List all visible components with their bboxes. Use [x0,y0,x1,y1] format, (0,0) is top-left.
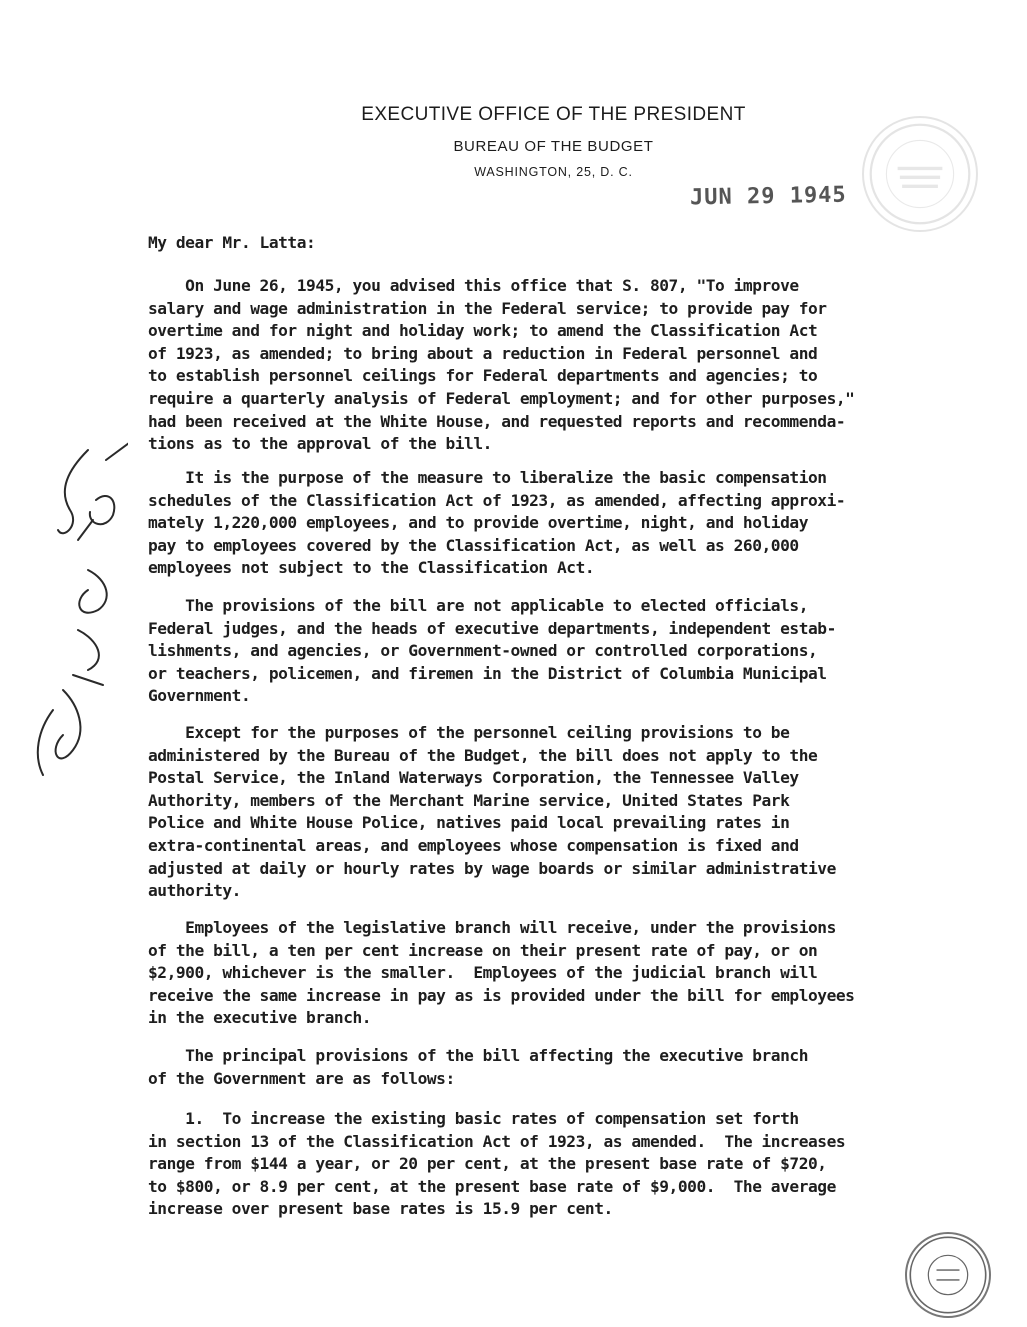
letterhead-address: WASHINGTON, 25, D. C. [474,165,633,179]
paragraph-exclusions: The provisions of the bill are not applicable to elected officials, Federal judges, and the heads of executive departments, independent estab- lishments, and agencies, or Government-owned or controlled corporations, or teachers, policemen, and firemen in the District of Columbia Municipal Government. [148,596,836,706]
archive-stamp-faint [862,116,978,232]
received-date-stamp: JUN 29 1945 [689,182,847,211]
paragraph-legislative-branch: Employees of the legislative branch will receive, under the provisions of the bill, a ten per cent increase on their present rate of pay, or on $2,900, whichever is the smaller. Employees of the judicial branch will receive the same increase in pay as is provided under the bill for employees in the executive branch. [148,918,855,1028]
salutation: My dear Mr. Latta: [148,233,316,252]
paragraph-purpose: It is the purpose of the measure to liberalize the basic compensation schedules of the Classification Act of 1923, as amended, affecting approxi- mately 1,220,000 employees, and to provide overtime, night, and holiday pay to employees covered by the Classification Act, as well as 260,000 employees not subject to the Classification Act. [148,468,846,578]
handwritten-signed-annotation [18,430,128,790]
letterhead-bureau: BUREAU OF THE BUDGET [453,138,654,155]
letterhead-office: EXECUTIVE OFFICE OF THE PRESIDENT [361,104,746,125]
paragraph-request: On June 26, 1945, you advised this office that S. 807, "To improve salary and wage administration in the Federal service; to provide pay for overtime and for night and holiday work; to amend the Classification Act of 1923, as amended; to bring about a reduction in Federal personnel and to establish personnel ceilings for Federal departments and agencies; to require a quarterly analysis of Federal employment; and for other purposes," had been received at the White House, and requested reports and recommenda- tions as to the approval of the bill. [148,276,855,454]
truman-library-stamp [905,1232,991,1318]
provision-item-1: 1. To increase the existing basic rates of compensation set forth in section 13 of the Classification Act of 1923, as amended. The increases range from $144 a year, or 20 per cent, at the present base rate of $720, to $800, or 8.9 per cent, at the present base rate of $9,000. The average increase over present base rates is 15.9 per cent. [148,1109,846,1219]
paragraph-exceptions: Except for the purposes of the personnel ceiling provisions to be administered by the Bureau of the Budget, the bill does not apply to the Postal Service, the Inland Waterways Corporation, the Tennessee Valley Authority, members of the Merchant Marine service, United States Park Police and White House Police, natives paid local prevailing rates in extra-continental areas, and employees whose compensation is fixed and adjusted at daily or hourly rates by wage boards or similar administrative authority. [148,723,836,901]
paragraph-principal-provisions: The principal provisions of the bill affecting the executive branch of the Government are as follows: [148,1046,808,1088]
